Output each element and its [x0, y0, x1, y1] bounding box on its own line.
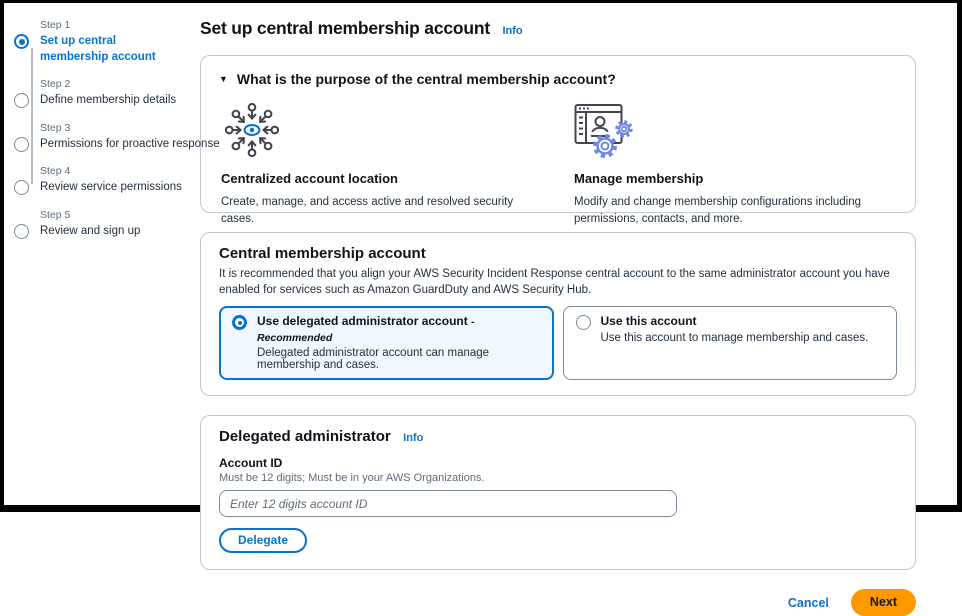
purpose-col-description: Modify and change membership configurations including permissions, contacts, and more. — [574, 196, 862, 226]
purpose-col-description: Create, manage, and access active and resolved security cases. — [221, 196, 514, 226]
step-item-4[interactable] — [14, 165, 192, 196]
step-number: Step 3 — [40, 121, 71, 134]
purpose-col-manage — [574, 101, 895, 229]
step-number: Step 1 — [40, 19, 71, 31]
page-title: Set up central membership account — [200, 18, 491, 38]
delegated-info-link[interactable]: Info — [403, 432, 424, 445]
purpose-col-centralized — [221, 101, 542, 229]
purpose-col-title: Manage membership — [574, 171, 704, 186]
step-label: Permissions for proactive response — [40, 137, 220, 150]
option-description: Use this account to manage membership and cases. — [600, 331, 869, 344]
delegate-button[interactable]: Delegate — [219, 528, 307, 553]
wizard-footer-actions — [200, 589, 916, 616]
step-radio-icon — [14, 93, 29, 108]
option-this-account[interactable] — [563, 306, 898, 380]
step-number: Step 2 — [40, 78, 71, 91]
step-item-5[interactable] — [14, 209, 192, 240]
option-recommended-tag: - Recommended — [257, 316, 475, 344]
caret-down-icon: ▼ — [219, 74, 228, 84]
delegated-admin-title: Delegated administrator — [219, 428, 391, 446]
cancel-button[interactable]: Cancel — [787, 595, 829, 610]
step-radio-icon — [14, 137, 29, 152]
option-delegated-admin[interactable] — [219, 306, 554, 380]
account-id-label: Account ID — [219, 456, 283, 471]
delegated-admin-card — [200, 415, 916, 570]
step-label: Define membership details — [40, 94, 177, 107]
steps-connector-line — [31, 48, 33, 184]
page-info-link[interactable]: Info — [502, 25, 523, 37]
central-account-card — [200, 232, 916, 396]
step-radio-icon — [14, 224, 29, 239]
centralized-network-icon — [221, 101, 542, 161]
step-number: Step 5 — [40, 208, 71, 221]
option-label: Use this account — [600, 314, 697, 329]
wizard-steps-nav — [14, 16, 220, 616]
step-label: Review and sign up — [40, 224, 141, 237]
radio-unselected-icon[interactable] — [576, 315, 591, 330]
central-account-title: Central membership account — [219, 245, 426, 262]
option-label: Use delegated administrator account — [257, 314, 468, 329]
next-button[interactable]: Next — [851, 589, 916, 616]
step-number: Step 4 — [40, 165, 71, 178]
wizard-main-content — [200, 16, 916, 616]
radio-selected-icon[interactable] — [232, 315, 247, 330]
purpose-col-title: Centralized account location — [221, 171, 398, 186]
central-account-description: It is recommended that you align your AWS Security Incident Response central account to the same administrator account you have enabled for services such as Amazon GuardDuty and AWS Security Hub. — [219, 268, 890, 297]
step-label: Review service permissions — [40, 181, 182, 194]
purpose-title: What is the purpose of the central membership account? — [236, 71, 616, 87]
step-label: Set up central membership account — [40, 35, 156, 63]
option-description: Delegated administrator account can manage membership and cases. — [257, 347, 490, 372]
purpose-expand-header[interactable] — [219, 71, 897, 87]
account-id-constraint: Must be 12 digits; Must be in your AWS Organizations. — [219, 472, 485, 485]
step-radio-selected-icon — [14, 34, 29, 49]
step-radio-icon — [14, 180, 29, 195]
step-item-2[interactable] — [14, 78, 192, 109]
membership-gears-icon — [574, 101, 895, 161]
step-item-1[interactable] — [14, 19, 192, 65]
purpose-card — [200, 55, 916, 226]
step-item-3[interactable] — [14, 121, 220, 153]
account-id-input[interactable] — [219, 490, 677, 517]
